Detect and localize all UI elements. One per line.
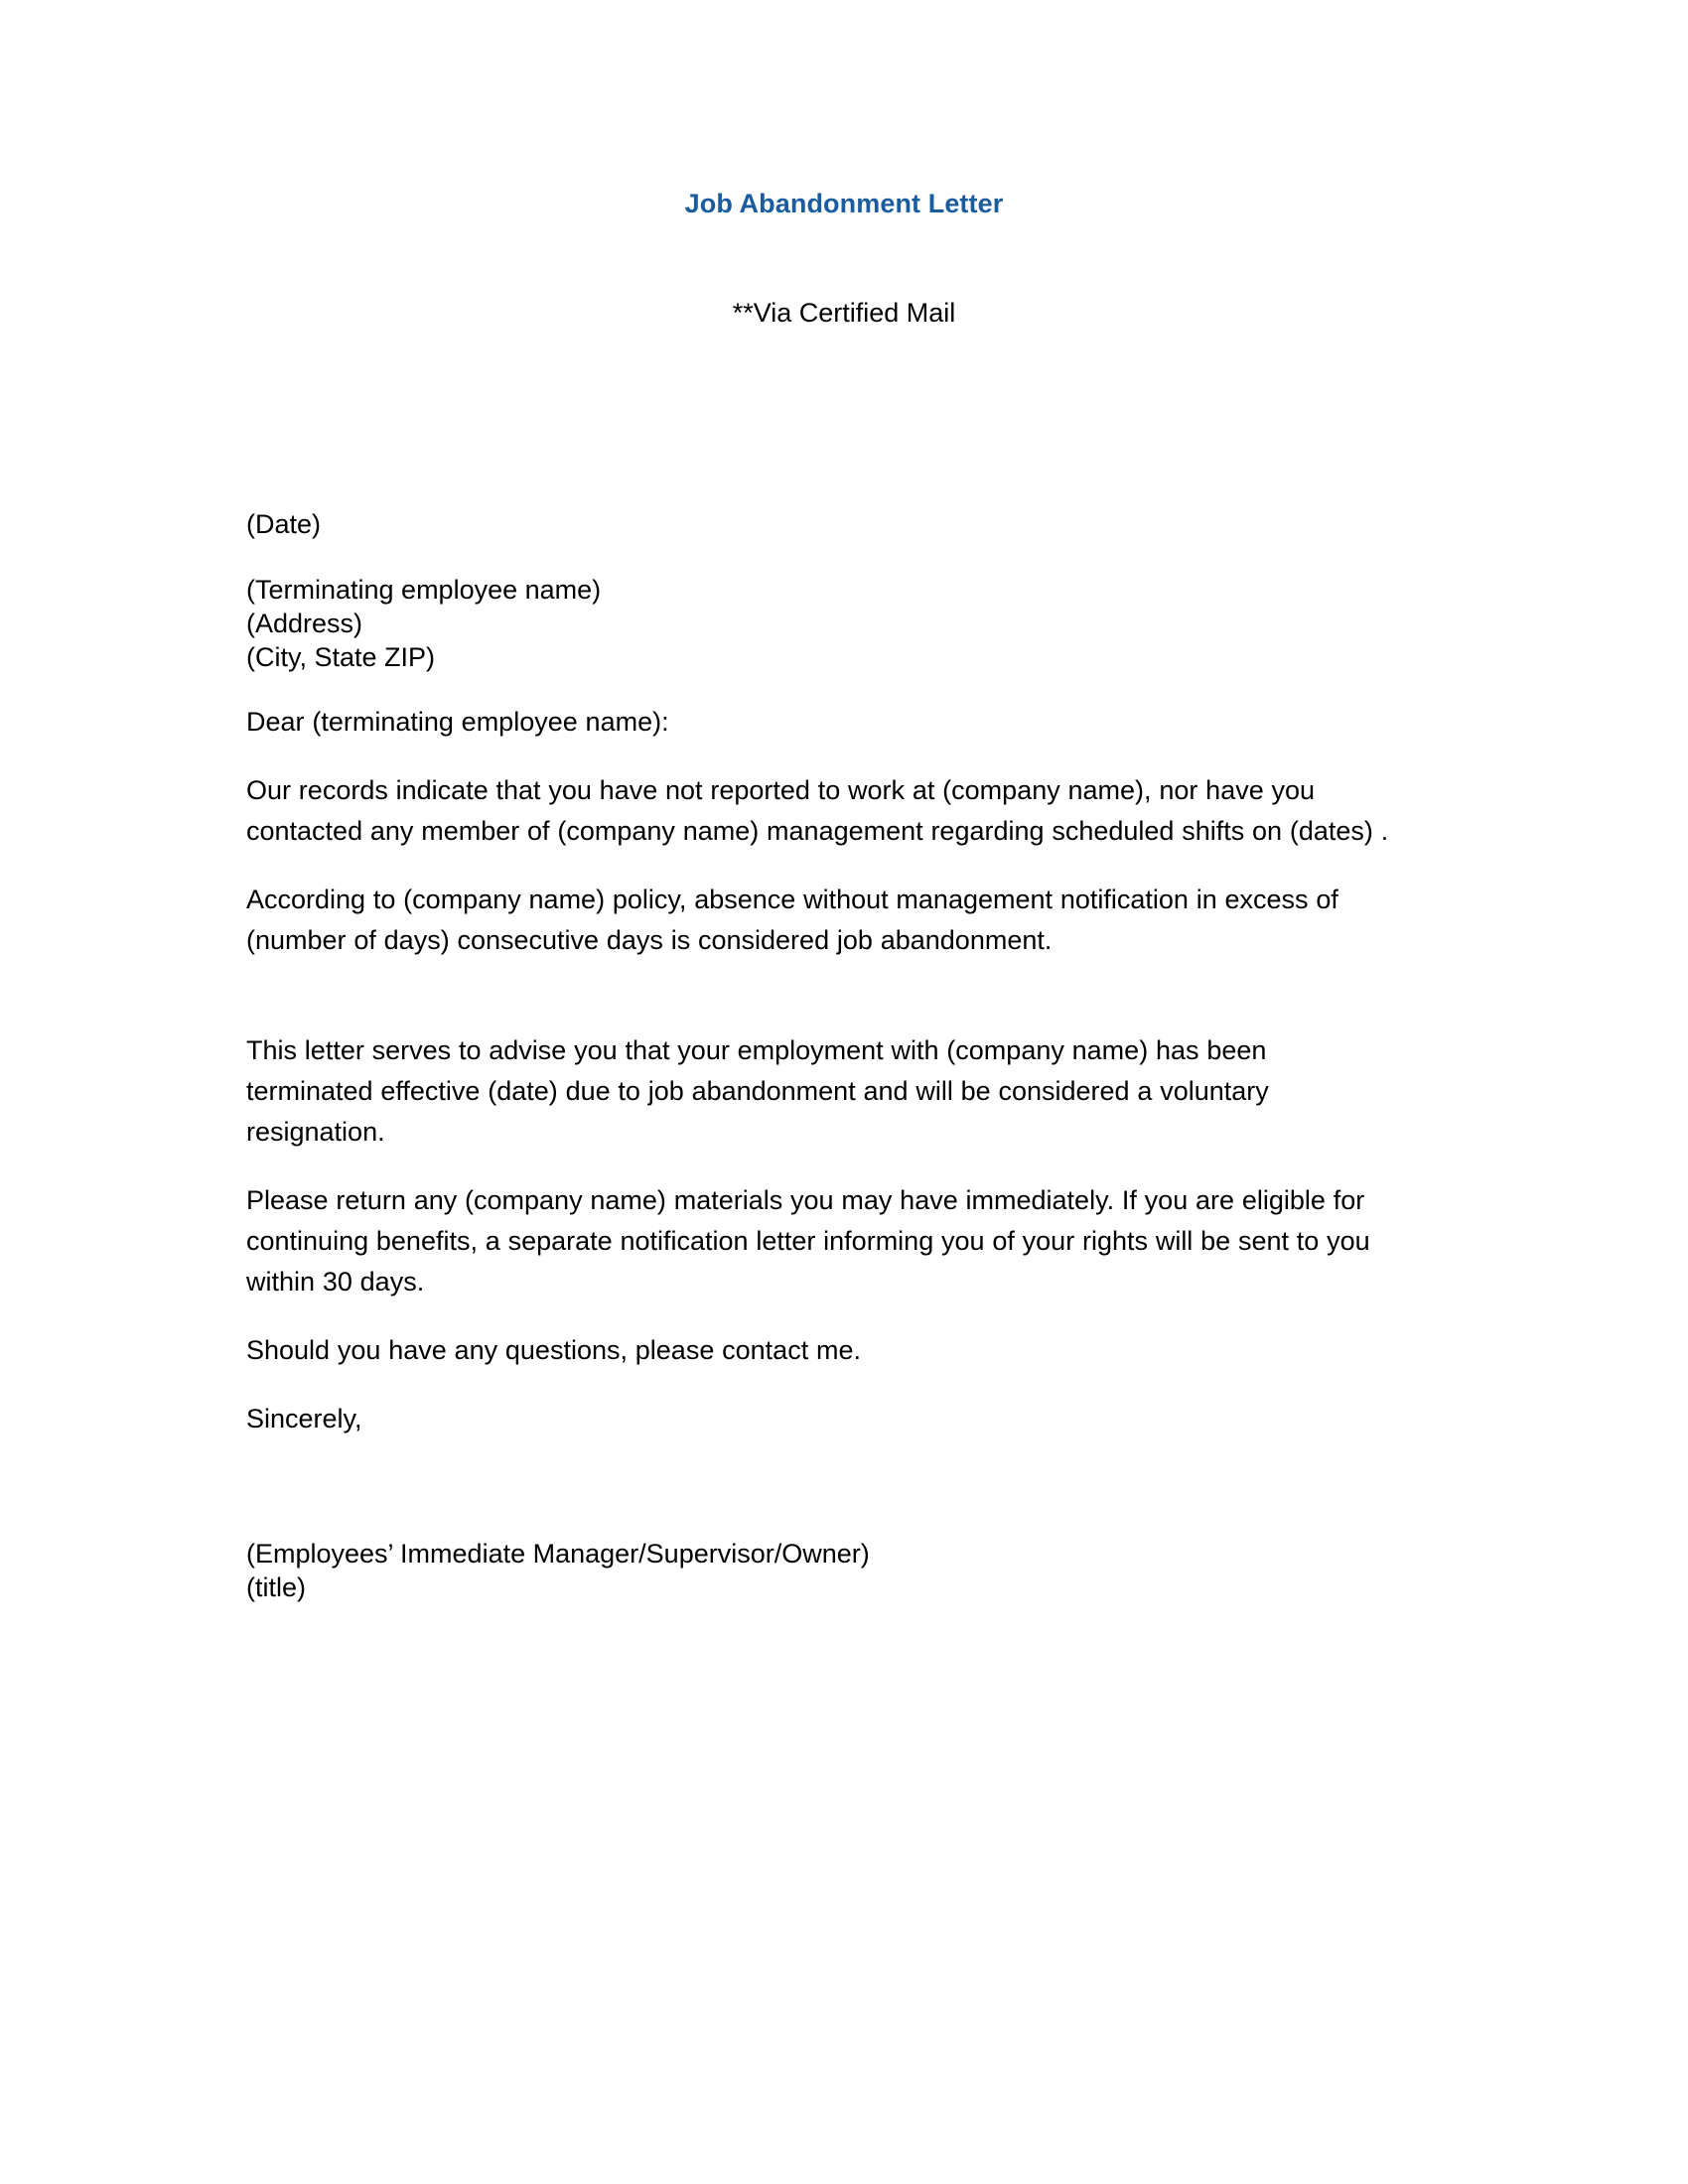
signer-name-line: (Employees’ Immediate Manager/Supervisor/Owner) (246, 1539, 870, 1569)
closing-salutation: Sincerely, (246, 1404, 362, 1433)
page-title: Job Abandonment Letter (684, 189, 1004, 218)
paragraph-termination-notice: This letter serves to advise you that your employment with (company name) has been terminated effective (date) due to job abandonment and will be considered a voluntary resignation. (246, 1035, 1269, 1147)
recipient-street-address: (Address) (246, 609, 363, 638)
paragraph-policy-definition: According to (company name) policy, absence without management notification in excess of (number of days) consecutive days is considered job abandonment. (246, 885, 1338, 955)
signature-space (246, 1439, 1398, 1537)
salutation: Dear (terminating employee name): (246, 707, 669, 737)
delivery-method-note: **Via Certified Mail (732, 298, 956, 328)
letter-body (246, 504, 1398, 1604)
signature-block (246, 1537, 1398, 1604)
recipient-address-block (246, 573, 1398, 674)
date-placeholder: (Date) (246, 509, 322, 539)
recipient-name: (Terminating employee name) (246, 575, 602, 605)
signer-title-line: (title) (246, 1572, 306, 1602)
paragraph-questions-contact: Should you have any questions, please contact me. (246, 1335, 861, 1365)
paragraph-return-materials: Please return any (company name) materials you may have immediately. If you are eligible for continuing benefits, a separate notification letter informing you of your rights will be sent to you within 30 days. (246, 1185, 1370, 1297)
recipient-city-state-zip: (City, State ZIP) (246, 642, 436, 672)
paragraph-records-indicate: Our records indicate that you have not reported to work at (company name), nor have you contacted any member of (company name) management regarding scheduled shifts on (dates) . (246, 775, 1389, 846)
